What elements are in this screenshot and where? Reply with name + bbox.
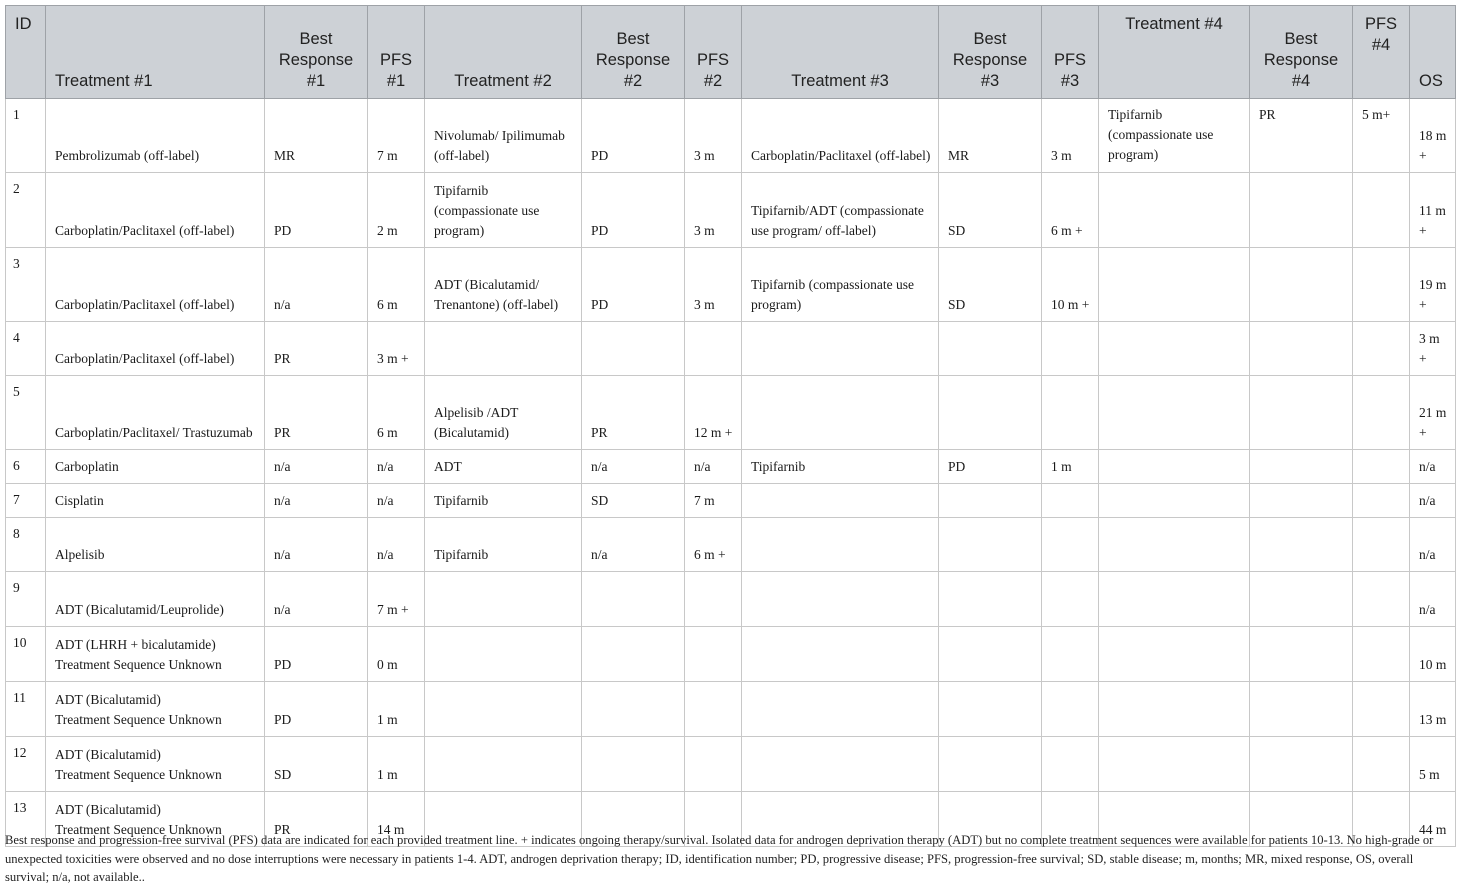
table-row	[6, 450, 1456, 484]
cell-pfs-3	[1042, 682, 1099, 737]
cell-pfs-2: 7 m	[685, 484, 742, 518]
cell-best-response-3: SD	[939, 248, 1042, 322]
cell-pfs-2	[685, 682, 742, 737]
cell-best-response-2: n/a	[582, 518, 685, 572]
cell-treatment-2: Tipifarnib	[425, 518, 582, 572]
cell-treatment-2: Nivolumab/ Ipilimumab (off-label)	[425, 99, 582, 173]
table-row	[6, 572, 1456, 627]
cell-pfs-1: n/a	[368, 518, 425, 572]
cell-treatment-2	[425, 737, 582, 792]
header-best-response-1: Best Response #1	[265, 6, 368, 99]
cell-pfs-1: 1 m	[368, 737, 425, 792]
cell-id: 10	[6, 627, 46, 682]
cell-treatment-3: Tipifarnib	[742, 450, 939, 484]
cell-pfs-1: n/a	[368, 484, 425, 518]
cell-pfs-4	[1353, 572, 1410, 627]
cell-pfs-4	[1353, 518, 1410, 572]
cell-pfs-4	[1353, 173, 1410, 248]
cell-best-response-2: PR	[582, 376, 685, 450]
cell-os: n/a	[1410, 518, 1456, 572]
cell-best-response-1: n/a	[265, 572, 368, 627]
cell-best-response-1: MR	[265, 99, 368, 173]
table-header	[6, 6, 1456, 99]
cell-pfs-3	[1042, 484, 1099, 518]
cell-pfs-1: 2 m	[368, 173, 425, 248]
cell-best-response-1: PR	[265, 322, 368, 376]
cell-best-response-4	[1250, 627, 1353, 682]
cell-best-response-2: n/a	[582, 450, 685, 484]
cell-treatment-2: Alpelisib /ADT (Bicalutamid)	[425, 376, 582, 450]
cell-best-response-2: PD	[582, 99, 685, 173]
header-treatment-2: Treatment #2	[425, 6, 582, 99]
cell-best-response-4	[1250, 322, 1353, 376]
cell-treatment-3	[742, 627, 939, 682]
header-treatment-3: Treatment #3	[742, 6, 939, 99]
header-pfs-1: PFS #1	[368, 6, 425, 99]
cell-pfs-1: 6 m	[368, 248, 425, 322]
cell-pfs-3	[1042, 518, 1099, 572]
header-pfs-3: PFS #3	[1042, 6, 1099, 99]
cell-pfs-1: 7 m	[368, 99, 425, 173]
cell-id: 7	[6, 484, 46, 518]
cell-treatment-2: Tipifarnib	[425, 484, 582, 518]
cell-best-response-2: SD	[582, 484, 685, 518]
cell-pfs-4: 5 m+	[1353, 99, 1410, 173]
cell-id: 9	[6, 572, 46, 627]
cell-treatment-4	[1099, 737, 1250, 792]
cell-treatment-1: ADT (Bicalutamid) Treatment Sequence Unknown	[46, 737, 265, 792]
cell-pfs-3: 10 m +	[1042, 248, 1099, 322]
cell-treatment-2: ADT (Bicalutamid/ Trenantone) (off-label)	[425, 248, 582, 322]
header-pfs-4: PFS #4	[1353, 6, 1410, 99]
cell-best-response-4	[1250, 173, 1353, 248]
cell-pfs-2	[685, 322, 742, 376]
cell-pfs-2: n/a	[685, 450, 742, 484]
cell-pfs-4	[1353, 737, 1410, 792]
cell-os: 18 m +	[1410, 99, 1456, 173]
cell-id: 6	[6, 450, 46, 484]
cell-os: 11 m +	[1410, 173, 1456, 248]
cell-best-response-4	[1250, 376, 1353, 450]
table-row	[6, 627, 1456, 682]
cell-treatment-4	[1099, 173, 1250, 248]
cell-best-response-1: n/a	[265, 484, 368, 518]
cell-id: 8	[6, 518, 46, 572]
cell-pfs-2	[685, 572, 742, 627]
cell-id: 5	[6, 376, 46, 450]
cell-pfs-1: n/a	[368, 450, 425, 484]
cell-best-response-4	[1250, 682, 1353, 737]
cell-best-response-4	[1250, 737, 1353, 792]
cell-treatment-1: Carboplatin/Paclitaxel (off-label)	[46, 248, 265, 322]
cell-os: 5 m	[1410, 737, 1456, 792]
cell-treatment-4: Tipifarnib (compassionate use program)	[1099, 99, 1250, 173]
cell-treatment-1: Carboplatin/Paclitaxel/ Trastuzumab	[46, 376, 265, 450]
table-row	[6, 248, 1456, 322]
cell-os: 10 m	[1410, 627, 1456, 682]
cell-best-response-4	[1250, 248, 1353, 322]
treatment-table	[5, 5, 1456, 847]
cell-treatment-2	[425, 572, 582, 627]
cell-id: 13	[6, 792, 46, 847]
cell-best-response-3	[939, 322, 1042, 376]
cell-pfs-3	[1042, 627, 1099, 682]
cell-treatment-3	[742, 322, 939, 376]
cell-treatment-4	[1099, 627, 1250, 682]
cell-treatment-1: Alpelisib	[46, 518, 265, 572]
cell-treatment-4	[1099, 376, 1250, 450]
cell-treatment-3	[742, 518, 939, 572]
table-body	[6, 99, 1456, 847]
cell-pfs-3: 1 m	[1042, 450, 1099, 484]
cell-best-response-3	[939, 484, 1042, 518]
header-row	[6, 6, 1456, 99]
table-row	[6, 173, 1456, 248]
cell-best-response-1: n/a	[265, 248, 368, 322]
cell-treatment-1: Carboplatin/Paclitaxel (off-label)	[46, 173, 265, 248]
cell-treatment-3: Tipifarnib/ADT (compassionate use program/ off-label)	[742, 173, 939, 248]
cell-pfs-2: 12 m +	[685, 376, 742, 450]
cell-os: 19 m +	[1410, 248, 1456, 322]
cell-pfs-1: 14 m	[368, 792, 425, 847]
cell-treatment-2: ADT	[425, 450, 582, 484]
cell-treatment-2	[425, 627, 582, 682]
header-treatment-1: Treatment #1	[46, 6, 265, 99]
cell-best-response-2	[582, 737, 685, 792]
cell-pfs-3: 6 m +	[1042, 173, 1099, 248]
cell-best-response-1: PD	[265, 627, 368, 682]
header-os: OS	[1410, 6, 1456, 99]
cell-pfs-1: 3 m +	[368, 322, 425, 376]
cell-pfs-3: 3 m	[1042, 99, 1099, 173]
cell-os: n/a	[1410, 450, 1456, 484]
cell-best-response-3: MR	[939, 99, 1042, 173]
table-row	[6, 376, 1456, 450]
cell-os: n/a	[1410, 572, 1456, 627]
cell-os: n/a	[1410, 484, 1456, 518]
header-best-response-3: Best Response #3	[939, 6, 1042, 99]
cell-treatment-1: ADT (Bicalutamid/Leuprolide)	[46, 572, 265, 627]
cell-pfs-2: 6 m +	[685, 518, 742, 572]
cell-best-response-3	[939, 376, 1042, 450]
cell-id: 11	[6, 682, 46, 737]
cell-best-response-3	[939, 737, 1042, 792]
cell-pfs-1: 7 m +	[368, 572, 425, 627]
cell-treatment-4	[1099, 682, 1250, 737]
table-row	[6, 518, 1456, 572]
cell-treatment-3: Tipifarnib (compassionate use program)	[742, 248, 939, 322]
cell-pfs-4	[1353, 322, 1410, 376]
table-row	[6, 484, 1456, 518]
cell-best-response-4	[1250, 484, 1353, 518]
cell-treatment-2	[425, 322, 582, 376]
cell-treatment-1: Pembrolizumab (off-label)	[46, 99, 265, 173]
table-row	[6, 737, 1456, 792]
cell-id: 12	[6, 737, 46, 792]
cell-best-response-4	[1250, 518, 1353, 572]
cell-treatment-1: Carboplatin/Paclitaxel (off-label)	[46, 322, 265, 376]
cell-pfs-1: 0 m	[368, 627, 425, 682]
cell-pfs-3	[1042, 737, 1099, 792]
cell-pfs-4	[1353, 376, 1410, 450]
header-best-response-4: Best Response #4	[1250, 6, 1353, 99]
cell-pfs-2: 3 m	[685, 248, 742, 322]
cell-treatment-1: Carboplatin	[46, 450, 265, 484]
table-row	[6, 322, 1456, 376]
cell-best-response-1: PR	[265, 792, 368, 847]
cell-treatment-3	[742, 484, 939, 518]
cell-treatment-3	[742, 376, 939, 450]
cell-best-response-3	[939, 682, 1042, 737]
cell-best-response-2	[582, 572, 685, 627]
table-footnote: Best response and progression-free survival (PFS) data are indicated for each provided treatment line. + indicates ongoing therapy/survival. Isolated data for androgen deprivation therapy (ADT) but no complete treatment sequences were available for patients 10-13. No high-grade or unexpected toxicities were observed and no dose interruptions were necessary in patients 1-4. ADT, androgen deprivation therapy; ID, identification number; PD, progressive disease; PFS, progression-free survival; SD, stable disease; m, months; MR, mixed response, OS, overall survival; n/a, not available..	[5, 833, 1434, 884]
cell-pfs-4	[1353, 450, 1410, 484]
cell-pfs-4	[1353, 627, 1410, 682]
cell-best-response-3: PD	[939, 450, 1042, 484]
cell-treatment-3	[742, 572, 939, 627]
cell-pfs-4	[1353, 682, 1410, 737]
cell-pfs-1: 1 m	[368, 682, 425, 737]
cell-best-response-3	[939, 518, 1042, 572]
cell-best-response-1: SD	[265, 737, 368, 792]
cell-id: 4	[6, 322, 46, 376]
cell-best-response-2	[582, 682, 685, 737]
cell-best-response-4: PR	[1250, 99, 1353, 173]
cell-id: 1	[6, 99, 46, 173]
header-treatment-4: Treatment #4	[1099, 6, 1250, 99]
cell-best-response-3	[939, 627, 1042, 682]
cell-treatment-4	[1099, 450, 1250, 484]
cell-best-response-3: SD	[939, 173, 1042, 248]
cell-pfs-2	[685, 737, 742, 792]
cell-pfs-2	[685, 627, 742, 682]
table-row	[6, 99, 1456, 173]
table-container	[5, 5, 1455, 847]
header-pfs-2: PFS #2	[685, 6, 742, 99]
cell-pfs-1: 6 m	[368, 376, 425, 450]
cell-os: 3 m +	[1410, 322, 1456, 376]
cell-pfs-3	[1042, 322, 1099, 376]
cell-best-response-2: PD	[582, 248, 685, 322]
cell-os: 44 m	[1410, 792, 1456, 847]
cell-best-response-4	[1250, 572, 1353, 627]
cell-treatment-3	[742, 682, 939, 737]
cell-treatment-2: Tipifarnib (compassionate use program)	[425, 173, 582, 248]
cell-best-response-1: PR	[265, 376, 368, 450]
cell-treatment-2	[425, 682, 582, 737]
cell-treatment-1: ADT (Bicalutamid) Treatment Sequence Unknown	[46, 682, 265, 737]
cell-best-response-1: PD	[265, 682, 368, 737]
cell-best-response-1: n/a	[265, 450, 368, 484]
cell-pfs-3	[1042, 376, 1099, 450]
cell-id: 3	[6, 248, 46, 322]
cell-pfs-2: 3 m	[685, 173, 742, 248]
cell-pfs-4	[1353, 484, 1410, 518]
cell-pfs-2: 3 m	[685, 99, 742, 173]
cell-best-response-3	[939, 572, 1042, 627]
cell-best-response-1: PD	[265, 173, 368, 248]
cell-pfs-3	[1042, 572, 1099, 627]
header-best-response-2: Best Response #2	[582, 6, 685, 99]
cell-treatment-1: Cisplatin	[46, 484, 265, 518]
cell-pfs-4	[1353, 248, 1410, 322]
cell-treatment-4	[1099, 572, 1250, 627]
cell-best-response-2: PD	[582, 173, 685, 248]
table-row	[6, 682, 1456, 737]
cell-best-response-1: n/a	[265, 518, 368, 572]
cell-treatment-4	[1099, 484, 1250, 518]
cell-treatment-3	[742, 737, 939, 792]
cell-treatment-1: ADT (LHRH + bicalutamide) Treatment Sequence Unknown	[46, 627, 265, 682]
cell-treatment-1: ADT (Bicalutamid) Treatment Sequence Unknown	[46, 792, 265, 847]
cell-best-response-4	[1250, 450, 1353, 484]
cell-treatment-3: Carboplatin/Paclitaxel (off-label)	[742, 99, 939, 173]
cell-id: 2	[6, 173, 46, 248]
header-id: ID	[6, 6, 46, 99]
cell-os: 21 m +	[1410, 376, 1456, 450]
cell-treatment-4	[1099, 322, 1250, 376]
cell-treatment-4	[1099, 518, 1250, 572]
cell-best-response-2	[582, 322, 685, 376]
cell-os: 13 m	[1410, 682, 1456, 737]
cell-treatment-4	[1099, 248, 1250, 322]
cell-best-response-2	[582, 627, 685, 682]
